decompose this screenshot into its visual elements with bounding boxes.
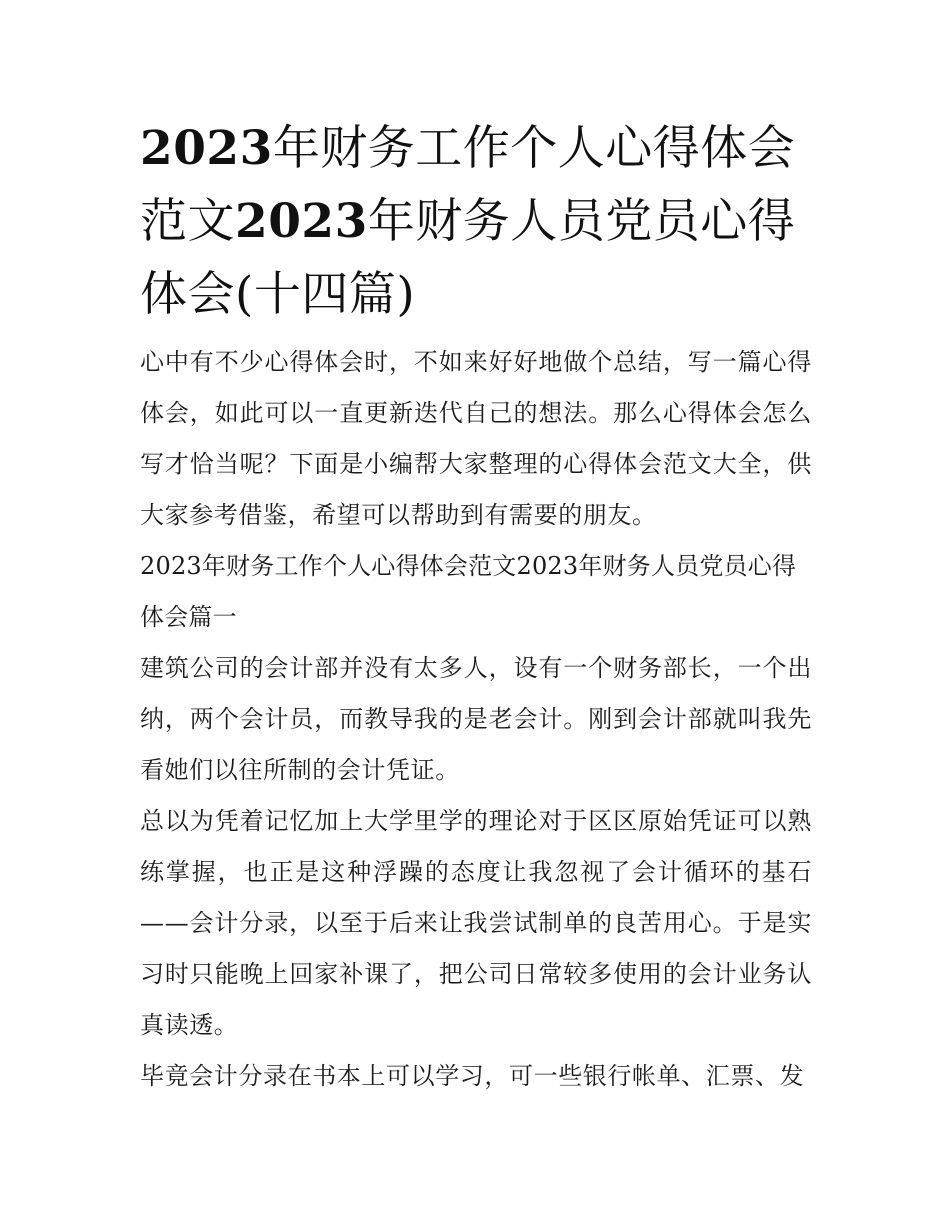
title-year-1: 2023	[140, 121, 273, 176]
body-paragraph-1: 建筑公司的会计部并没有太多人，设有一个财务部长，一个出纳，两个会计员，而教导我的是老会计。刚到会计部就叫我先看她们以往所制的会计凭证。	[140, 654, 812, 784]
intro-paragraph: 心中有不少心得体会时，不如来好好地做个总结，写一篇心得体会，如此可以一直更新迭代自己的想法。那么心得体会怎么写才恰当呢？下面是小编帮大家整理的心得体会范文大全，供大家参考借鉴，希望可以帮助到有需要的朋友。	[140, 348, 812, 529]
title-text-1: 年财务工作个人心得体会范文	[140, 121, 796, 249]
title-year-2: 2023	[235, 194, 368, 249]
body-paragraph-3: 毕竟会计分录在书本上可以学习，可一些银行帐单、汇票、发	[140, 1062, 805, 1090]
body-paragraph-2: 总以为凭着记忆加上大学里学的理论对于区区原始凭证可以熟练掌握，也正是这种浮躁的态度让我忽视了会计循环的基石——会计分录，以至于后来让我尝试制单的良苦用心。于是实习时只能晚上回家补课了，把公司日常较多使用的会计业务认真读透。	[140, 807, 812, 1039]
document-page	[140, 112, 812, 1102]
section-heading: 2023年财务工作个人心得体会范文2023年财务人员党员心得体会篇一	[140, 552, 797, 631]
title-text-2: 年财务人员党员心得体会(十四篇)	[140, 194, 796, 322]
document-title	[140, 112, 812, 331]
